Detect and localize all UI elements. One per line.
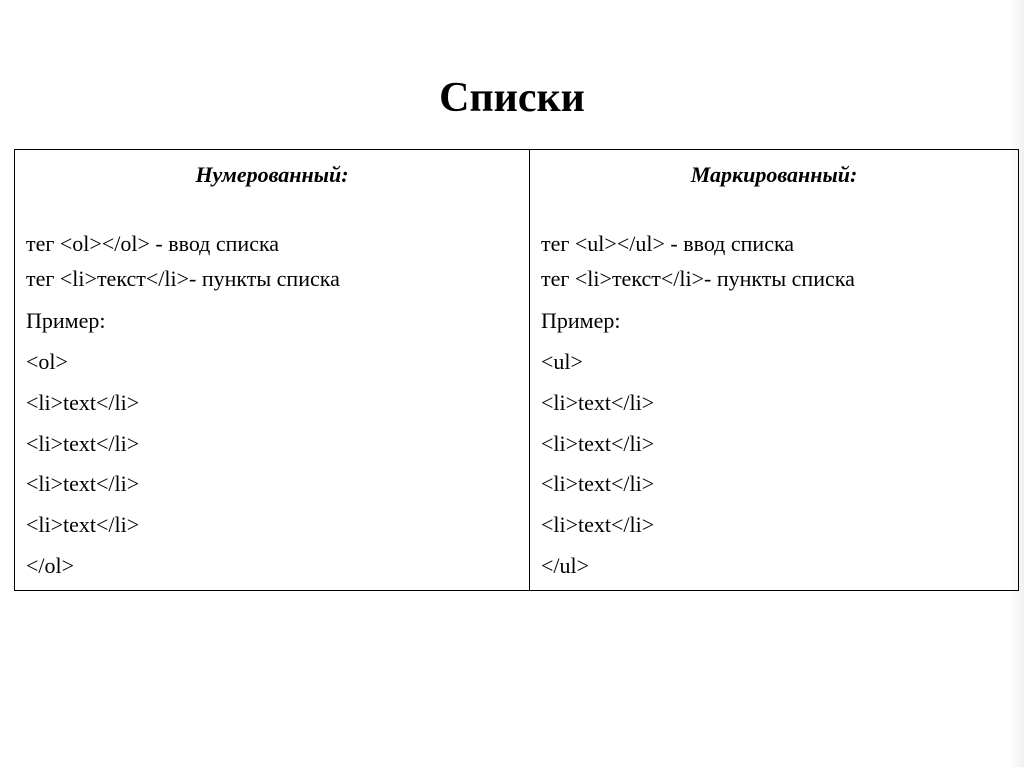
slide-title: Списки (439, 75, 585, 121)
ordered-item-3: <li>text</li> (26, 471, 140, 496)
unordered-list-column (530, 150, 1019, 591)
unordered-list-heading: Маркированный: (690, 162, 858, 187)
ordered-list-column (15, 150, 530, 591)
ordered-example-label: Пример: (26, 308, 106, 333)
unordered-item-tag-description: тег <li>текст</li>- пункты списка (541, 266, 855, 291)
unordered-item-1: <li>text</li> (541, 390, 655, 415)
ordered-item-1: <li>text</li> (26, 390, 140, 415)
unordered-item-4: <li>text</li> (541, 512, 655, 537)
unordered-open-tag: <ul> (541, 349, 583, 374)
lists-comparison-table (14, 149, 1019, 591)
ordered-close-tag: </ol> (26, 553, 75, 578)
table-row (15, 150, 1019, 591)
ordered-tag-description: тег <ol></ol> - ввод списка (26, 231, 280, 256)
unordered-example-label: Пример: (541, 308, 621, 333)
ordered-item-2: <li>text</li> (26, 431, 140, 456)
ordered-item-tag-description: тег <li>текст</li>- пункты списка (26, 266, 340, 291)
ordered-item-4: <li>text</li> (26, 512, 140, 537)
unordered-tag-description: тег <ul></ul> - ввод списка (541, 231, 795, 256)
ordered-list-heading: Нумерованный: (195, 162, 349, 187)
unordered-item-2: <li>text</li> (541, 431, 655, 456)
ordered-open-tag: <ol> (26, 349, 68, 374)
unordered-item-3: <li>text</li> (541, 471, 655, 496)
unordered-close-tag: </ul> (541, 553, 590, 578)
